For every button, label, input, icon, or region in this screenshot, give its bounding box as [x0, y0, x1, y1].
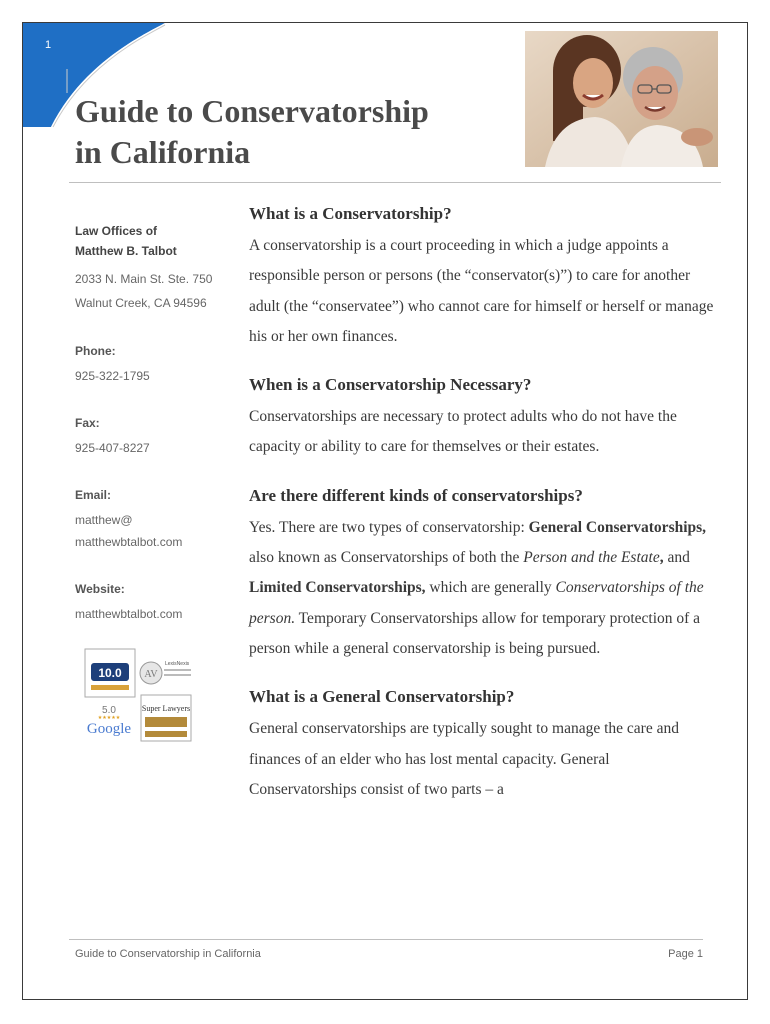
martindale-av-badge [140, 661, 191, 684]
document-title [75, 91, 429, 173]
fax-label: Fax: [75, 416, 100, 430]
google-label: Google [86, 721, 132, 737]
corner-page-number: 1 [45, 39, 52, 51]
google-score: 5.0 [102, 705, 116, 716]
svg-text:★★★★★: ★★★★★ [97, 715, 121, 721]
section-body: Conservatorships are necessary to protect adults who do not have the capacity or ability to care for themselves or their estates. [249, 408, 677, 456]
firm-name [75, 221, 245, 261]
firm-line-2: Matthew B. Talbot [75, 244, 177, 258]
lexisnexis-label: LexisNexis [165, 661, 190, 667]
section-body: Yes. There are two types of conservatorship: General Conservatorships, also known as Conservatorships of both the Person and the Estate, and Limited Conservatorships, which are generally Conservatorships of the person. Temporary Conservatorships allow for temporary protection of a person while a general conservatorship is being pursued. [249, 518, 707, 657]
email-line-2: matthewbtalbot.com [75, 535, 183, 549]
title-line-2: in California [75, 134, 251, 170]
super-lawyers-label: Super Lawyers [141, 704, 191, 713]
section-heading: When is a Conservatorship Necessary? [249, 375, 532, 395]
website-label: Website: [75, 582, 125, 596]
address [75, 267, 245, 315]
contact-sidebar [75, 221, 245, 625]
document-page [22, 22, 748, 1000]
address-line-1: 2033 N. Main St. Ste. 750 [75, 272, 213, 286]
website-value[interactable]: matthewbtalbot.com [75, 607, 183, 621]
footer-page-number: Page 1 [668, 948, 703, 960]
footer-divider [69, 939, 703, 940]
email-label: Email: [75, 488, 112, 502]
section-body: General conservatorships are typically sought to manage the care and finances of an elder who has lost mental capacity. General Conservatorships consist of two parts – a [249, 720, 679, 798]
rating-badges [83, 647, 193, 747]
email-value[interactable] [75, 509, 245, 553]
super-lawyers-badge [141, 695, 191, 741]
main-content [249, 199, 719, 805]
section-heading: What is a Conservatorship? [249, 204, 452, 223]
section-body: A conservatorship is a court proceeding in which a judge appoints a responsible person or persons (the “conservator(s)”) to care for another adult (the “conservatee”) who cannot care for himself or herself or manage his or her own finances. [249, 237, 714, 345]
section-general [249, 682, 719, 805]
section-when-necessary [249, 370, 719, 463]
section-what-is [249, 199, 719, 352]
footer-title: Guide to Conservatorship in California [75, 948, 261, 960]
address-line-2: Walnut Creek, CA 94596 [75, 296, 207, 310]
avvo-rating-badge [85, 649, 135, 697]
phone-value: 925-322-1795 [75, 369, 150, 383]
svg-text:AV: AV [144, 669, 158, 680]
section-heading: Are there different kinds of conservatorships? [249, 485, 583, 505]
section-kinds [249, 481, 719, 664]
phone-label: Phone: [75, 344, 116, 358]
firm-line-1: Law Offices of [75, 224, 158, 238]
avvo-score: 10.0 [98, 666, 122, 680]
title-line-1: Guide to Conservatorship [75, 93, 429, 129]
google-rating-badge [87, 705, 132, 737]
title-divider [69, 182, 721, 183]
section-heading: What is a General Conservatorship? [249, 687, 515, 707]
fax-value: 925-407-8227 [75, 441, 150, 455]
email-line-1: matthew@ [75, 513, 133, 527]
photo-two-women [525, 31, 718, 167]
